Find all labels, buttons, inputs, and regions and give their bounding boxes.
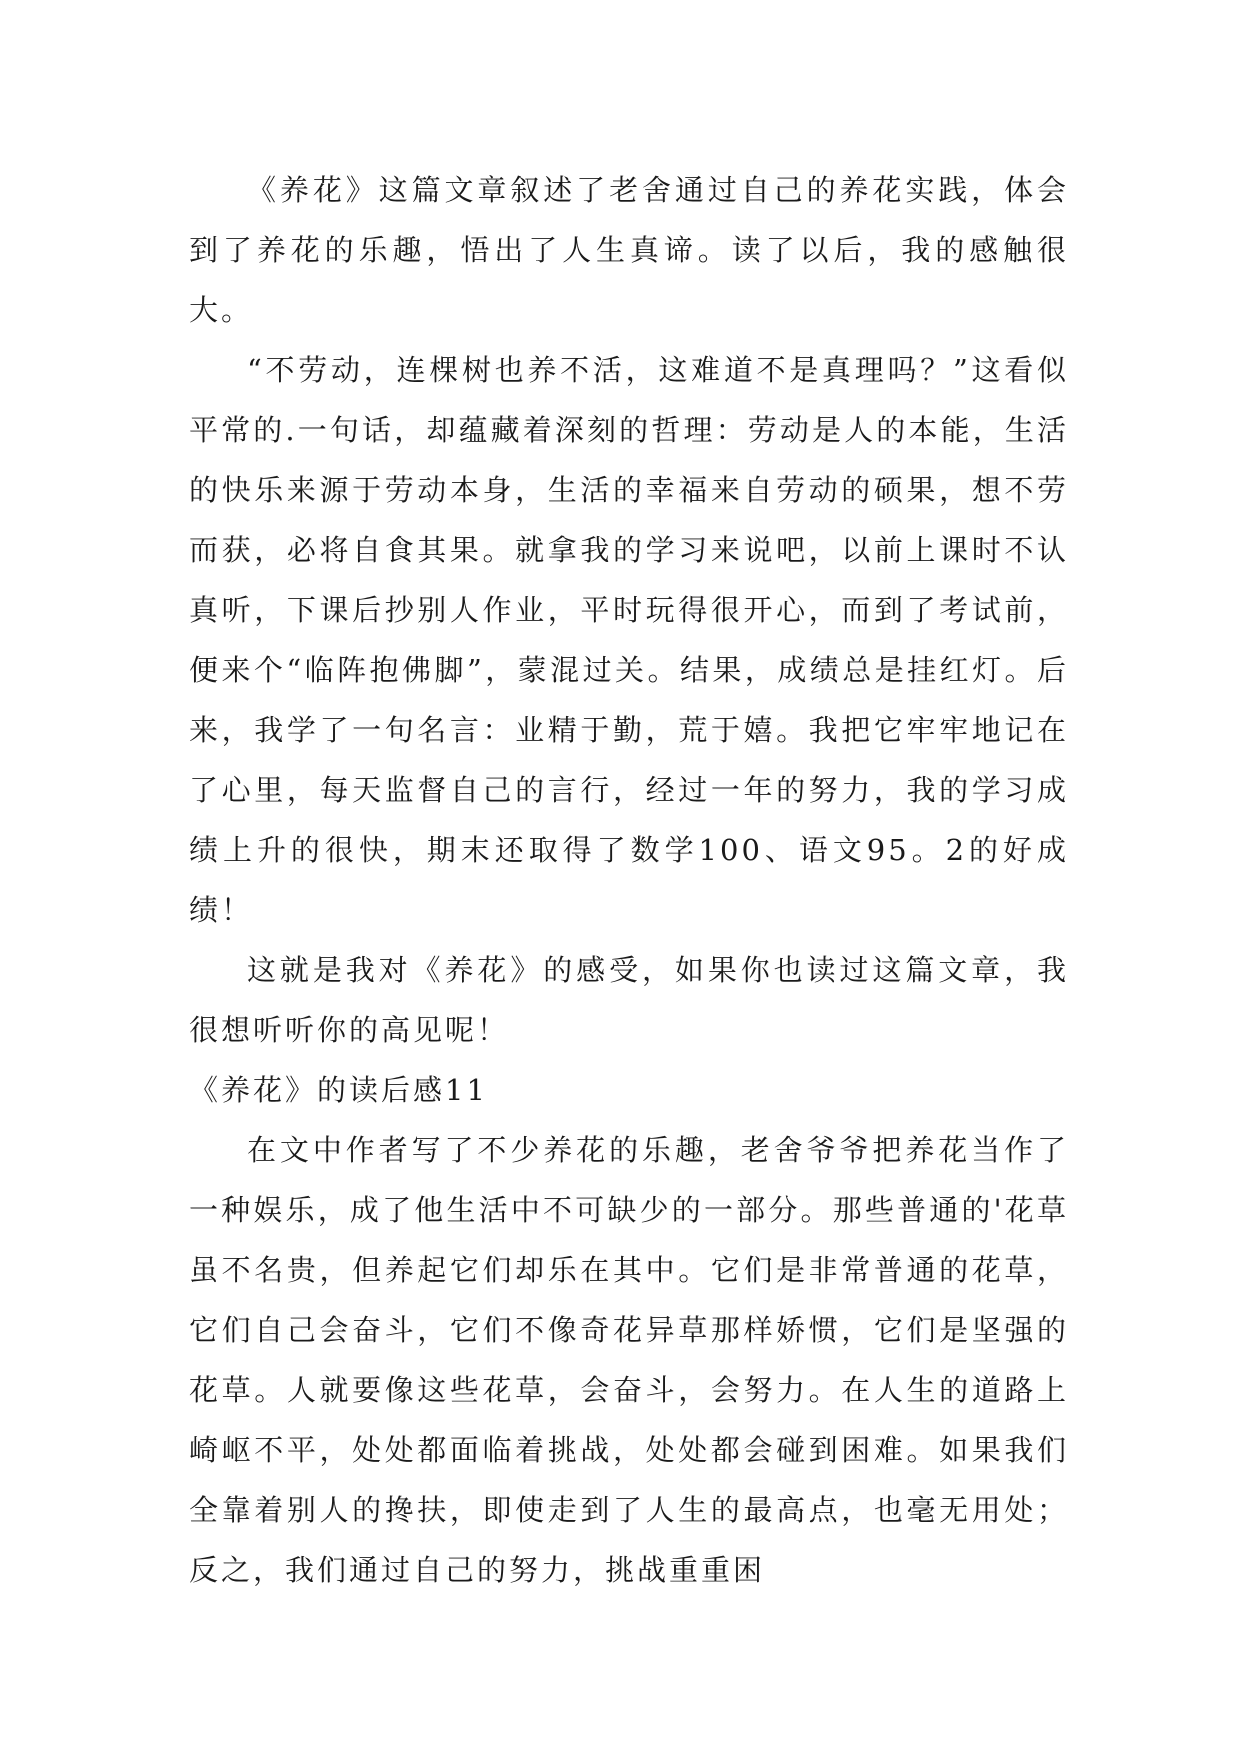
paragraph-conclusion: 这就是我对《养花》的感受，如果你也读过这篇文章，我很想听听你的高见呢！ (189, 953, 1069, 1047)
paragraph-labor: “不劳动，连棵树也养不活，这难道不是真理吗？”这看似平常的.一句话，却蕴藏着深刻的哲理：劳动是人的本能，生活的快乐来源于劳动本身，生活的幸福来自劳动的硕果，想不劳而获，必将自食其果。就拿我的学习来说吧，以前上课时不认真听，下课后抄别人作业，平时玩得很开心，而到了考试前，便来个“临阵抱佛脚”，蒙混过关。结果，成绩总是挂红灯。后来，我学了一句名言：业精于勤，荒于嬉。我把它牢牢地记在了心里，每天监督自己的言行，经过一年的努力，我的学习成绩上升的很快，期末还取得了数学100、语文95。2的好成绩！ (189, 353, 1069, 927)
paragraph-intro: 《养花》这篇文章叙述了老舍通过自己的养花实践，体会到了养花的乐趣，悟出了人生真谛。读了以后，我的感触很大。 (189, 173, 1069, 327)
section-heading: 《养花》的读后感11 (189, 1073, 488, 1107)
document-page (189, 160, 1069, 1600)
paragraph-section-body: 在文中作者写了不少养花的乐趣，老舍爷爷把养花当作了一种娱乐，成了他生活中不可缺少的一部分。那些普通的'花草虽不名贵，但养起它们却乐在其中。它们是非常普通的花草，它们自己会奋斗，它们不像奇花异草那样娇惯，它们是坚强的花草。人就要像这些花草，会奋斗，会努力。在人生的道路上崎岖不平，处处都面临着挑战，处处都会碰到困难。如果我们全靠着别人的搀扶，即使走到了人生的最高点，也毫无用处；反之，我们通过自己的努力，挑战重重困 (189, 1133, 1069, 1587)
